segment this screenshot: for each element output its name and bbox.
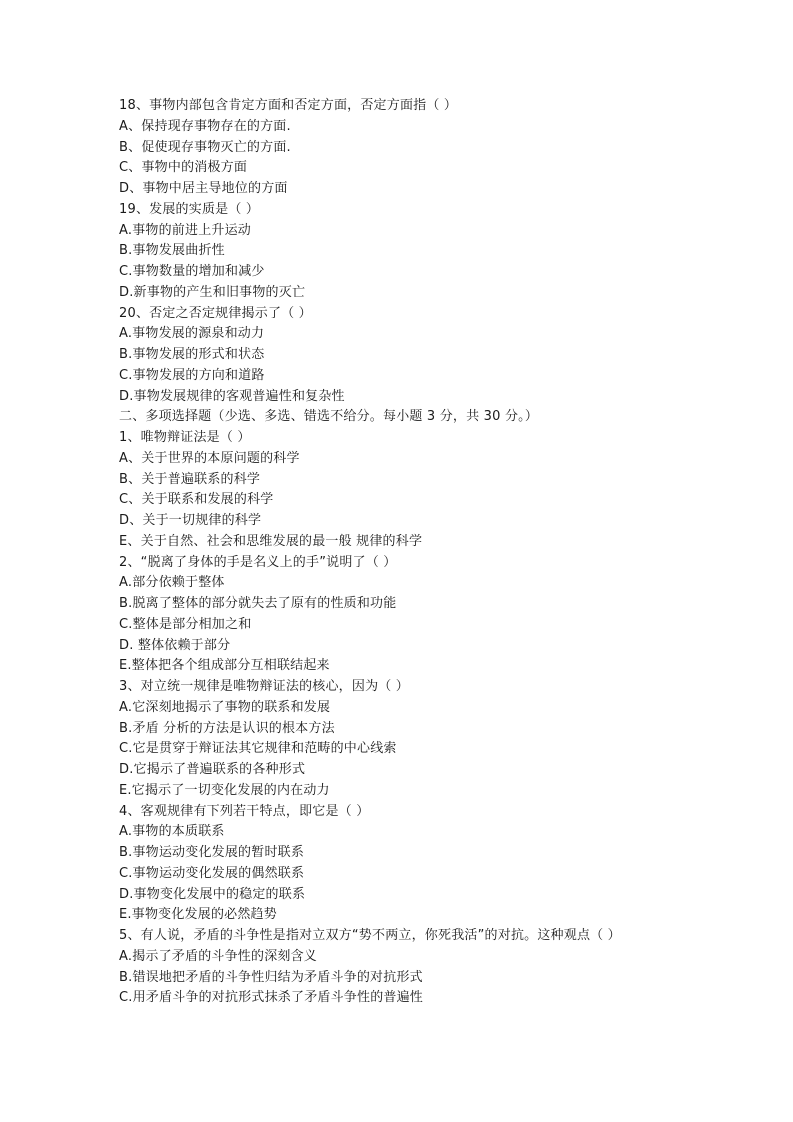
question-2: 2、“脱离了身体的手是名义上的手”说明了（ ） [119, 554, 397, 570]
option-line: D、关于一切规律的科学 [119, 513, 262, 528]
question-5: 5、有人说，矛盾的斗争性是指对立双方“势不两立，你死我活”的对抗。这种观点（ ） [119, 928, 621, 943]
option-line: B、关于普遍联系的科学 [119, 471, 261, 487]
option-line: D.新事物的产生和旧事物的灭亡 [119, 284, 306, 300]
option-line: E、关于自然、社会和思维发展的最一般 规律的科学 [119, 533, 423, 549]
option-line: C.用矛盾斗争的对抗形式抹杀了矛盾斗争性的普遍性 [119, 990, 424, 1006]
option-line: E.它揭示了一切变化发展的内在动力 [119, 782, 330, 798]
option-line: C.事物发展的方向和道路 [119, 367, 265, 383]
question-19: 19、发展的实质是（ ） [119, 201, 260, 217]
option-line: B.事物运动变化发展的暂时联系 [119, 845, 305, 860]
option-line: C.它是贯穿于辩证法其它规律和范畴的中心线索 [119, 741, 397, 757]
question-1: 1、唯物辩证法是（ ） [119, 430, 251, 445]
option-line: B.矛盾 分析的方法是认识的根本方法 [119, 720, 335, 736]
option-line: B.错误地把矛盾的斗争性归结为矛盾斗争的对抗形式 [119, 969, 423, 985]
option-line: A.部分依赖于整体 [119, 575, 225, 591]
option-line: E.事物变化发展的必然趋势 [119, 907, 277, 923]
option-line: C、关于联系和发展的科学 [119, 492, 274, 508]
option-line: E.整体把各个组成部分互相联结起来 [119, 658, 330, 674]
option-line: C、事物中的消极方面 [119, 160, 248, 176]
option-line: A.揭示了矛盾的斗争性的深刻含义 [119, 948, 317, 964]
document-body [119, 96, 739, 1009]
option-line: A、关于世界的本原问题的科学 [119, 450, 300, 466]
option-line: B、促使现存事物灭亡的方面. [119, 139, 291, 155]
option-line: A.它深刻地揭示了事物的联系和发展 [119, 699, 331, 715]
option-line: C.事物运动变化发展的偶然联系 [119, 865, 305, 881]
question-4: 4、客观规律有下列若干特点，即它是（ ） [119, 803, 370, 819]
option-line: C.整体是部分相加之和 [119, 616, 252, 632]
option-line: C.事物数量的增加和减少 [119, 264, 265, 279]
option-line: B.脱离了整体的部分就失去了原有的性质和功能 [119, 596, 397, 611]
option-line: A.事物发展的源泉和动力 [119, 326, 265, 342]
option-line: A.事物的本质联系 [119, 824, 225, 840]
option-line: D、事物中居主导地位的方面 [119, 181, 288, 196]
question-20: 20、否定之否定规律揭示了（ ） [119, 305, 312, 321]
option-line: D.事物变化发展中的稳定的联系 [119, 886, 306, 902]
option-line: D. 整体依赖于部分 [119, 637, 231, 653]
question-3: 3、对立统一规律是唯物辩证法的核心，因为（ ） [119, 679, 410, 694]
section-heading: 二、多项选择题（少选、多选、错选不给分。每小题 3 分，共 30 分。） [119, 409, 539, 425]
option-line: D.它揭示了普遍联系的各种形式 [119, 762, 306, 777]
question-18: 18、事物内部包含肯定方面和否定方面，否定方面指（ ） [119, 98, 458, 113]
option-line: A、保持现存事物存在的方面. [119, 118, 291, 134]
option-line: D.事物发展规律的客观普遍性和复杂性 [119, 388, 345, 404]
option-line: B.事物发展曲折性 [119, 243, 225, 259]
option-line: B.事物发展的形式和状态 [119, 347, 265, 362]
option-line: A.事物的前进上升运动 [119, 222, 251, 238]
